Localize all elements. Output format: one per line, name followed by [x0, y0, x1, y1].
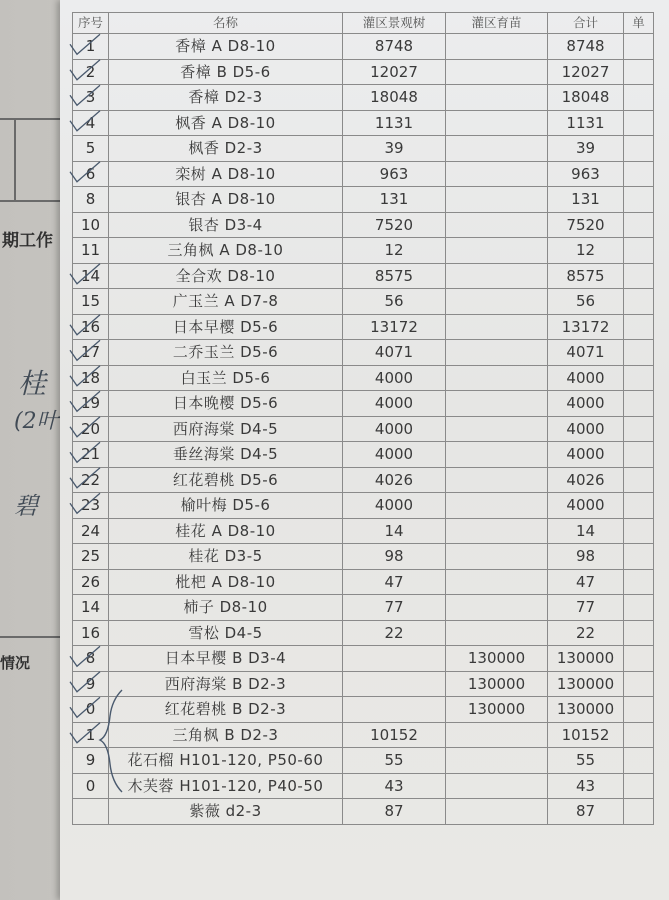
row-total: 4000: [548, 442, 624, 468]
row-landscape: 4026: [343, 467, 446, 493]
row-landscape: 22: [343, 620, 446, 646]
row-index: 22: [73, 467, 109, 493]
row-landscape: 131: [343, 187, 446, 213]
row-name: 二乔玉兰 D5-6: [109, 340, 343, 366]
table-row: [73, 238, 654, 264]
row-name: 日本早樱 B D3-4: [109, 646, 343, 672]
row-name: 枇杷 A D8-10: [109, 569, 343, 595]
row-landscape: 14: [343, 518, 446, 544]
header-name: 名称: [109, 13, 343, 34]
row-nursery: [446, 238, 548, 264]
row-total: 56: [548, 289, 624, 315]
row-unit: [624, 416, 654, 442]
row-landscape: 39: [343, 136, 446, 162]
row-unit: [624, 467, 654, 493]
row-name: 木芙蓉 H101-120, P40-50: [109, 773, 343, 799]
table-row: [73, 748, 654, 774]
row-unit: [624, 212, 654, 238]
row-total: 12: [548, 238, 624, 264]
row-nursery: [446, 799, 548, 825]
row-name: 日本早樱 D5-6: [109, 314, 343, 340]
table-row: [73, 646, 654, 672]
row-nursery: [446, 391, 548, 417]
row-total: 13172: [548, 314, 624, 340]
row-nursery: [446, 544, 548, 570]
row-nursery: [446, 136, 548, 162]
table-row: [73, 799, 654, 825]
row-landscape: 47: [343, 569, 446, 595]
row-index: 2: [73, 59, 109, 85]
row-landscape: 4000: [343, 391, 446, 417]
row-name: 香樟 D2-3: [109, 85, 343, 111]
under-text-work: 期工作: [2, 231, 53, 251]
row-index: 15: [73, 289, 109, 315]
row-name: 三角枫 B D2-3: [109, 722, 343, 748]
row-index: 17: [73, 340, 109, 366]
row-nursery: [446, 620, 548, 646]
row-unit: [624, 34, 654, 60]
row-unit: [624, 59, 654, 85]
row-total: 130000: [548, 646, 624, 672]
row-nursery: [446, 773, 548, 799]
row-landscape: 963: [343, 161, 446, 187]
under-line-top: [0, 118, 60, 120]
row-landscape: 4000: [343, 493, 446, 519]
table-row: [73, 442, 654, 468]
row-landscape: 55: [343, 748, 446, 774]
row-index: 6: [73, 161, 109, 187]
table-row: [73, 493, 654, 519]
row-total: 4071: [548, 340, 624, 366]
row-index: 24: [73, 518, 109, 544]
row-landscape: 77: [343, 595, 446, 621]
table-row: [73, 110, 654, 136]
row-total: 22: [548, 620, 624, 646]
table-row: [73, 518, 654, 544]
row-name: 枫香 D2-3: [109, 136, 343, 162]
row-nursery: [446, 518, 548, 544]
row-name: 花石榴 H101-120, P50-60: [109, 748, 343, 774]
row-name: 桂花 A D8-10: [109, 518, 343, 544]
header-index: 序号: [73, 13, 109, 34]
row-nursery: [446, 212, 548, 238]
row-name: 银杏 A D8-10: [109, 187, 343, 213]
row-unit: [624, 85, 654, 111]
row-landscape: 98: [343, 544, 446, 570]
row-unit: [624, 544, 654, 570]
row-index: 3: [73, 85, 109, 111]
row-total: 10152: [548, 722, 624, 748]
nursery-table: [72, 12, 654, 825]
row-unit: [624, 518, 654, 544]
row-total: 55: [548, 748, 624, 774]
row-nursery: [446, 161, 548, 187]
row-unit: [624, 442, 654, 468]
row-nursery: [446, 569, 548, 595]
table-row: [73, 595, 654, 621]
row-total: 47: [548, 569, 624, 595]
row-total: 77: [548, 595, 624, 621]
row-total: 12027: [548, 59, 624, 85]
row-nursery: [446, 442, 548, 468]
row-nursery: 130000: [446, 697, 548, 723]
row-nursery: [446, 493, 548, 519]
header-unit: 单: [624, 13, 654, 34]
row-name: 香樟 B D5-6: [109, 59, 343, 85]
row-total: 4000: [548, 493, 624, 519]
row-unit: [624, 314, 654, 340]
row-index: 23: [73, 493, 109, 519]
table-row: [73, 85, 654, 111]
row-total: 4000: [548, 391, 624, 417]
row-total: 4026: [548, 467, 624, 493]
under-line-mid: [0, 200, 60, 202]
row-landscape: 8575: [343, 263, 446, 289]
row-name: 日本晚樱 D5-6: [109, 391, 343, 417]
row-name: 紫薇 d2-3: [109, 799, 343, 825]
header-total: 合计: [548, 13, 624, 34]
row-landscape: 12027: [343, 59, 446, 85]
row-index: 9: [73, 748, 109, 774]
table-row: [73, 697, 654, 723]
row-nursery: [446, 59, 548, 85]
row-total: 7520: [548, 212, 624, 238]
row-total: 8748: [548, 34, 624, 60]
row-landscape: 1131: [343, 110, 446, 136]
row-index: 0: [73, 773, 109, 799]
row-nursery: [446, 263, 548, 289]
row-nursery: [446, 110, 548, 136]
table-row: [73, 136, 654, 162]
header-nursery: 灌区育苗: [446, 13, 548, 34]
row-unit: [624, 161, 654, 187]
table-row: [73, 773, 654, 799]
row-name: 雪松 D4-5: [109, 620, 343, 646]
row-unit: [624, 671, 654, 697]
row-unit: [624, 620, 654, 646]
row-nursery: [446, 340, 548, 366]
row-name: 西府海棠 B D2-3: [109, 671, 343, 697]
row-total: 14: [548, 518, 624, 544]
row-landscape: [343, 697, 446, 723]
under-handwriting-3: 碧: [14, 492, 38, 520]
row-nursery: [446, 314, 548, 340]
row-name: 垂丝海棠 D4-5: [109, 442, 343, 468]
row-name: 桂花 D3-5: [109, 544, 343, 570]
header-landscape: 灌区景观树: [343, 13, 446, 34]
row-unit: [624, 110, 654, 136]
row-index: 1: [73, 34, 109, 60]
row-landscape: 87: [343, 799, 446, 825]
row-index: 16: [73, 620, 109, 646]
row-index: 18: [73, 365, 109, 391]
row-index: 8: [73, 187, 109, 213]
row-landscape: [343, 646, 446, 672]
row-total: 963: [548, 161, 624, 187]
row-unit: [624, 136, 654, 162]
row-total: 130000: [548, 671, 624, 697]
row-total: 87: [548, 799, 624, 825]
table-row: [73, 722, 654, 748]
row-total: 1131: [548, 110, 624, 136]
row-name: 榆叶梅 D5-6: [109, 493, 343, 519]
row-landscape: 4000: [343, 442, 446, 468]
row-name: 银杏 D3-4: [109, 212, 343, 238]
row-name: 三角枫 A D8-10: [109, 238, 343, 264]
row-unit: [624, 646, 654, 672]
row-total: 4000: [548, 365, 624, 391]
row-name: 红花碧桃 B D2-3: [109, 697, 343, 723]
table-row: [73, 391, 654, 417]
table-row: [73, 212, 654, 238]
under-line-bottom: [0, 636, 60, 638]
row-total: 8575: [548, 263, 624, 289]
row-index: 14: [73, 595, 109, 621]
row-unit: [624, 238, 654, 264]
row-name: 红花碧桃 D5-6: [109, 467, 343, 493]
table-row: [73, 544, 654, 570]
row-name: 柿子 D8-10: [109, 595, 343, 621]
table-row: [73, 416, 654, 442]
row-index: 8: [73, 646, 109, 672]
row-nursery: [446, 467, 548, 493]
row-name: 白玉兰 D5-6: [109, 365, 343, 391]
row-landscape: 13172: [343, 314, 446, 340]
row-landscape: 43: [343, 773, 446, 799]
row-landscape: 10152: [343, 722, 446, 748]
under-handwriting-2: (2叶: [14, 409, 59, 434]
row-name: 栾树 A D8-10: [109, 161, 343, 187]
row-name: 西府海棠 D4-5: [109, 416, 343, 442]
row-index: 11: [73, 238, 109, 264]
row-name: 枫香 A D8-10: [109, 110, 343, 136]
row-index: 21: [73, 442, 109, 468]
row-unit: [624, 365, 654, 391]
row-total: 4000: [548, 416, 624, 442]
row-unit: [624, 697, 654, 723]
row-nursery: [446, 722, 548, 748]
row-index: 10: [73, 212, 109, 238]
row-unit: [624, 493, 654, 519]
row-nursery: [446, 187, 548, 213]
table-row: [73, 34, 654, 60]
row-total: 43: [548, 773, 624, 799]
row-landscape: 12: [343, 238, 446, 264]
row-landscape: 7520: [343, 212, 446, 238]
row-unit: [624, 187, 654, 213]
row-index: 26: [73, 569, 109, 595]
row-name: 全合欢 D8-10: [109, 263, 343, 289]
row-nursery: [446, 85, 548, 111]
under-text-situation: 情况: [0, 654, 31, 672]
row-unit: [624, 289, 654, 315]
row-landscape: [343, 671, 446, 697]
under-line-v: [14, 118, 16, 200]
row-name: 广玉兰 A D7-8: [109, 289, 343, 315]
row-index: 4: [73, 110, 109, 136]
table-row: [73, 59, 654, 85]
row-total: 39: [548, 136, 624, 162]
row-index: 0: [73, 697, 109, 723]
row-unit: [624, 773, 654, 799]
row-nursery: [446, 416, 548, 442]
table-row: [73, 187, 654, 213]
row-index: 5: [73, 136, 109, 162]
row-unit: [624, 595, 654, 621]
table-row: [73, 467, 654, 493]
row-total: 18048: [548, 85, 624, 111]
row-nursery: 130000: [446, 646, 548, 672]
row-total: 131: [548, 187, 624, 213]
row-index: [73, 799, 109, 825]
row-nursery: [446, 34, 548, 60]
row-unit: [624, 569, 654, 595]
row-landscape: 56: [343, 289, 446, 315]
row-unit: [624, 748, 654, 774]
row-landscape: 4000: [343, 365, 446, 391]
row-nursery: 130000: [446, 671, 548, 697]
table-row: [73, 671, 654, 697]
row-nursery: [446, 748, 548, 774]
row-landscape: 8748: [343, 34, 446, 60]
table-row: [73, 365, 654, 391]
row-index: 16: [73, 314, 109, 340]
row-index: 1: [73, 722, 109, 748]
table-row: [73, 620, 654, 646]
document-page: [60, 0, 669, 900]
table-row: [73, 314, 654, 340]
row-landscape: 4000: [343, 416, 446, 442]
row-total: 130000: [548, 697, 624, 723]
row-unit: [624, 799, 654, 825]
table-row: [73, 569, 654, 595]
row-unit: [624, 722, 654, 748]
table-row: [73, 161, 654, 187]
row-unit: [624, 391, 654, 417]
table-row: [73, 289, 654, 315]
row-name: 香樟 A D8-10: [109, 34, 343, 60]
under-handwriting-1: 桂: [18, 367, 47, 400]
row-nursery: [446, 365, 548, 391]
row-index: 19: [73, 391, 109, 417]
row-landscape: 18048: [343, 85, 446, 111]
row-index: 25: [73, 544, 109, 570]
table-row: [73, 340, 654, 366]
row-nursery: [446, 289, 548, 315]
row-index: 9: [73, 671, 109, 697]
row-landscape: 4071: [343, 340, 446, 366]
row-unit: [624, 340, 654, 366]
table-row: [73, 263, 654, 289]
row-total: 98: [548, 544, 624, 570]
row-unit: [624, 263, 654, 289]
table-header: [73, 13, 654, 34]
row-nursery: [446, 595, 548, 621]
row-index: 20: [73, 416, 109, 442]
row-index: 14: [73, 263, 109, 289]
